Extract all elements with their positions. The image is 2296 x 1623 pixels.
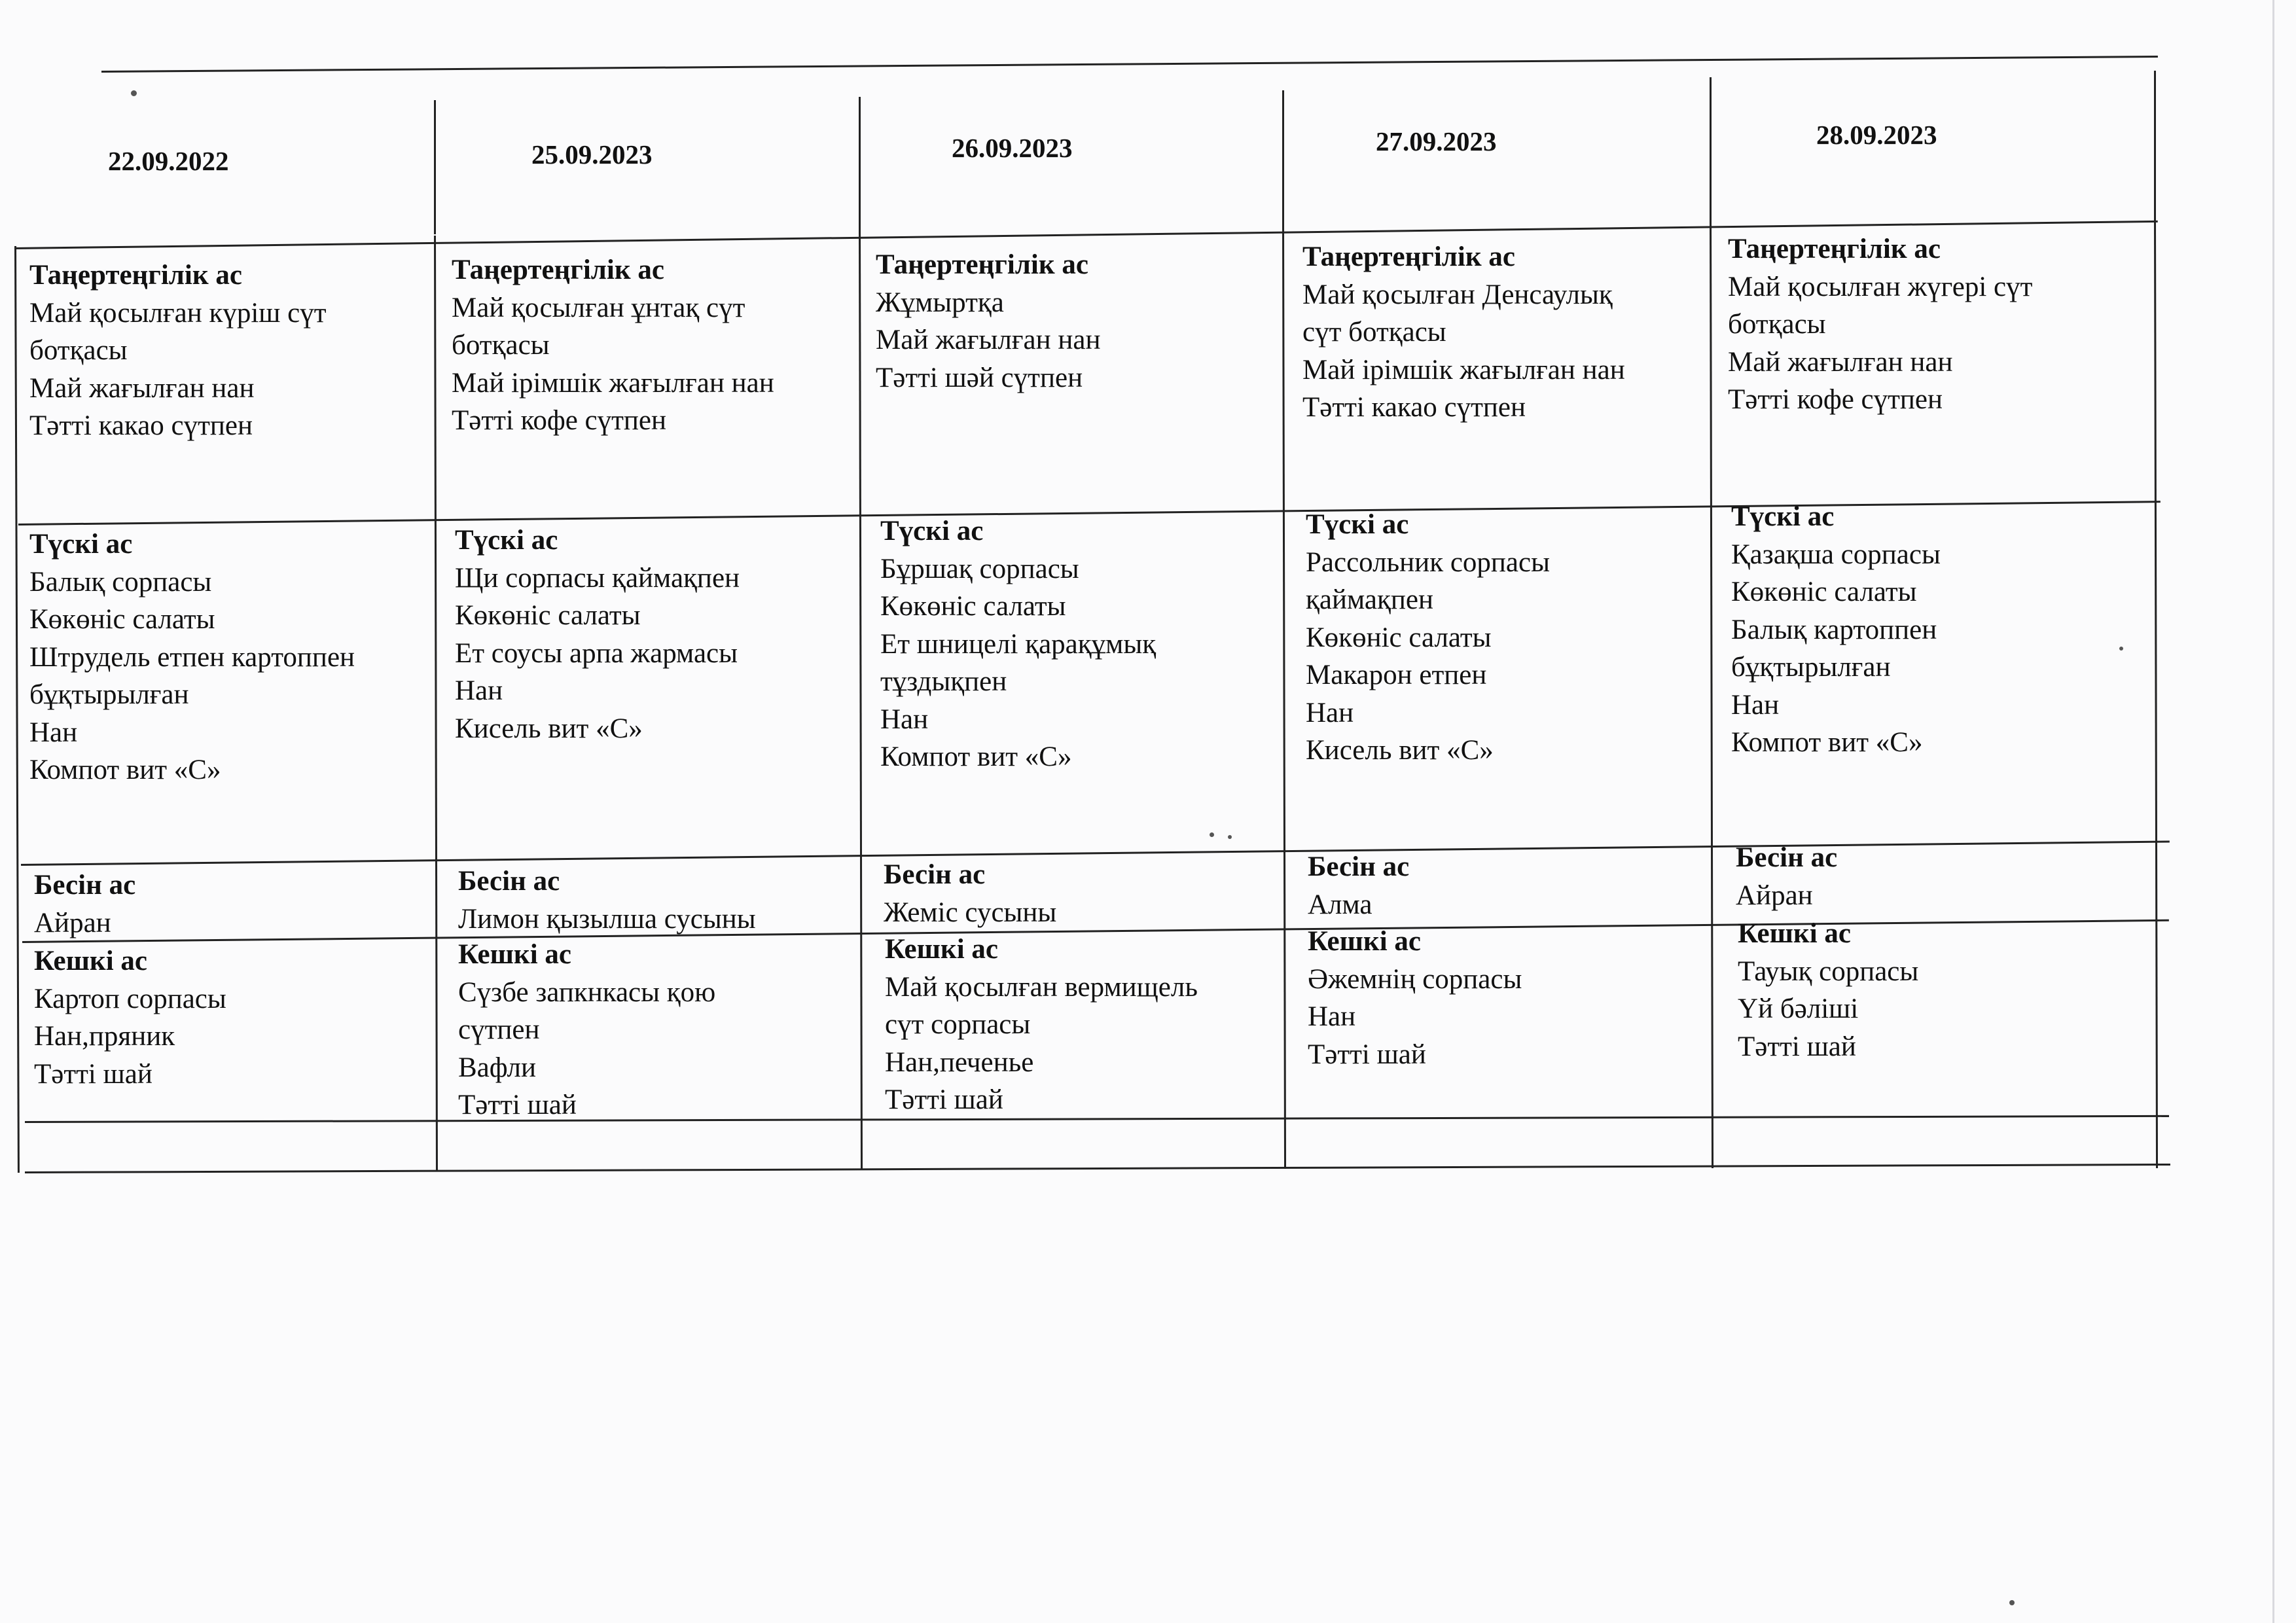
dinner-day-1 [34,942,226,1093]
snack-day-2 [458,863,756,938]
menu-item: Ет соусы арпа жармасы [455,637,738,669]
menu-item: Тәтті какао сүтпен [29,410,253,441]
menu-item: Май қосылған вермищель [885,971,1198,1003]
menu-item: Тәтті шай [1308,1039,1426,1070]
menu-item: Компот вит «С» [1731,727,1923,758]
meal-title: Бесін ас [1308,851,1410,882]
menu-item: Май қосылған Денсаулық [1302,279,1613,310]
meal-title: Бесін ас [884,859,986,890]
menu-item: Нан [880,704,929,735]
meal-title: Түскі ас [455,525,558,556]
menu-item: Нан [1731,689,1780,721]
header-divider-4 [1710,77,1712,224]
menu-item: Май қосылған ұнтақ сүт [452,292,745,323]
column-line-3 [1282,224,1286,1169]
snack-day-4 [1308,848,1409,923]
menu-item: Әжемнің сорпасы [1308,963,1522,995]
column-line-right [2154,219,2158,1168]
menu-item: Ет шницелі қарақұмық [880,628,1157,660]
meal-title: Таңертеңгілік ас [29,260,242,291]
menu-item: ботқасы [29,335,128,366]
menu-item: Тәтті шай [1738,1031,1856,1062]
lunch-day-4 [1306,506,1550,770]
dinner-day-2 [458,936,715,1124]
scan-speck [1210,832,1214,837]
table-bottom-border [25,1164,2170,1173]
menu-item: Нан,печенье [885,1046,1034,1078]
date-day-3: 26.09.2023 [952,133,1073,163]
menu-item: Лимон қызылша сусыны [458,903,756,935]
menu-item: Нан [1306,697,1354,728]
scan-speck [1228,835,1232,839]
menu-item: Компот вит «С» [29,755,221,785]
menu-item: Май ірімшік жағылған нан [452,367,774,399]
column-line-1 [434,236,438,1171]
menu-item: Май жағылған нан [29,372,255,404]
menu-item: Алма [1308,889,1372,920]
header-divider-3 [1282,90,1284,224]
meal-title: Бесін ас [1736,842,1838,873]
snack-day-5 [1736,839,1837,914]
meal-title: Түскі ас [1731,501,1835,532]
meal-title: Таңертеңгілік ас [1302,241,1515,272]
header-divider-2 [859,97,861,231]
menu-item: Тәтті шай [458,1090,577,1120]
menu-item: Май жағылған нан [876,325,1101,355]
dinner-day-3 [885,931,1198,1119]
menu-item: Рассольник сорпасы [1306,546,1550,578]
breakfast-day-5 [1728,230,2032,419]
snack-day-3 [884,856,1056,931]
menu-item: Тәтті шәй сүтпен [876,362,1083,393]
scan-edge-line [2272,0,2274,1623]
meal-title: Кешкі ас [34,946,147,976]
menu-item: Нан [1308,1001,1356,1032]
menu-item: Сүзбе запкнкасы қою [458,976,716,1008]
menu-item: қаймақпен [1306,584,1433,615]
menu-item: Жеміс сусыны [884,897,1057,928]
lunch-day-1 [29,526,355,789]
menu-item: Нан [455,675,503,706]
lunch-day-2 [455,522,740,747]
breakfast-day-3 [876,246,1100,397]
menu-item: Май қосылған жүгері сүт [1728,271,2033,302]
menu-item: сүт ботқасы [1302,317,1446,348]
menu-item: Нан,пряник [34,1021,175,1052]
menu-item: тұздықпен [880,666,1007,697]
menu-item: Балық картоппен [1731,614,1937,645]
menu-item: Көкөніс салаты [880,591,1066,622]
dinner-day-4 [1308,923,1522,1073]
menu-item: Тәтті шай [34,1058,152,1090]
menu-item: Қазақша сорпасы [1731,539,1941,570]
menu-item: сүт сорпасы [885,1009,1031,1040]
lunch-day-3 [880,512,1156,776]
meal-title: Таңертеңгілік ас [452,255,664,285]
menu-item: Тәтті шай [885,1084,1003,1115]
menu-item: Көкөніс салаты [455,600,641,631]
column-line-2 [859,229,863,1170]
menu-item: Картоп сорпасы [34,983,226,1014]
menu-item: Май ірімшік жағылған нан [1302,354,1625,385]
menu-item: Тәтті кофе сүтпен [1728,384,1943,415]
meal-title: Кешкі ас [1308,926,1421,957]
menu-item: Кисель вит «С» [1306,735,1494,766]
scan-speck [2119,647,2123,651]
menu-item: Көкөніс салаты [1306,622,1492,653]
date-day-4: 27.09.2023 [1376,126,1497,156]
meal-title: Бесін ас [458,866,560,897]
breakfast-day-4 [1302,238,1625,427]
menu-item: Тәтті какао сүтпен [1302,392,1526,423]
menu-item: Тауық сорпасы [1738,955,1919,987]
header-top-border [101,56,2158,73]
menu-item: Балық сорпасы [29,566,212,597]
meal-title: Кешкі ас [1738,918,1851,949]
menu-item: бұқтырылған [1731,652,1891,683]
menu-item: Май қосылған күріш сүт [29,297,327,329]
menu-item: Май жағылған нан [1728,346,1953,378]
menu-item: сүтпен [458,1014,540,1045]
menu-item: Щи сорпасы қаймақпен [455,562,740,594]
date-day-5: 28.09.2023 [1816,120,1937,150]
date-day-2: 25.09.2023 [531,139,653,169]
menu-item: ботқасы [1728,309,1826,340]
scan-speck [2009,1600,2015,1605]
meal-title: Таңертеңгілік ас [876,249,1088,280]
breakfast-day-2 [452,251,774,440]
date-day-1: 22.09.2022 [108,146,229,176]
menu-item: Көкөніс салаты [1731,577,1917,607]
menu-item: Макарон етпен [1306,660,1487,690]
lunch-day-5 [1731,498,1941,762]
meal-title: Бесін ас [34,870,136,901]
meal-title: Түскі ас [880,516,984,546]
menu-item: Үй бәліші [1738,993,1859,1024]
meal-title: Таңертеңгілік ас [1728,234,1941,264]
header-divider-1 [434,100,436,234]
menu-item: Бұршақ сорпасы [880,553,1079,584]
menu-item: Компот вит «С» [880,741,1072,772]
row-line-snack-top [21,840,2170,866]
menu-item: Айран [1736,880,1813,911]
column-line-4 [1710,219,1713,1168]
meal-title: Түскі ас [1306,509,1409,540]
menu-item: Штрудель етпен картоппен [29,641,355,673]
meal-title: Кешкі ас [885,934,998,965]
menu-item: ботқасы [452,330,550,361]
dinner-day-5 [1738,915,1918,1065]
meal-title: Түскі ас [29,529,133,560]
menu-item: Көкөніс салаты [29,604,215,635]
snack-day-1 [34,866,135,942]
menu-item: Айран [34,907,111,938]
column-line-left [14,246,20,1173]
menu-item: Кисель вит «С» [455,713,643,744]
scan-speck [131,90,137,96]
header-divider-5 [2154,71,2156,221]
menu-item: бұқтырылған [29,679,189,710]
menu-item: Тәтті кофе сүтпен [452,405,667,436]
meal-title: Кешкі ас [458,939,571,970]
menu-item: Нан [29,717,78,748]
breakfast-day-1 [29,257,327,445]
menu-item: Вафли [458,1052,537,1083]
menu-item: Жұмыртқа [876,287,1004,318]
